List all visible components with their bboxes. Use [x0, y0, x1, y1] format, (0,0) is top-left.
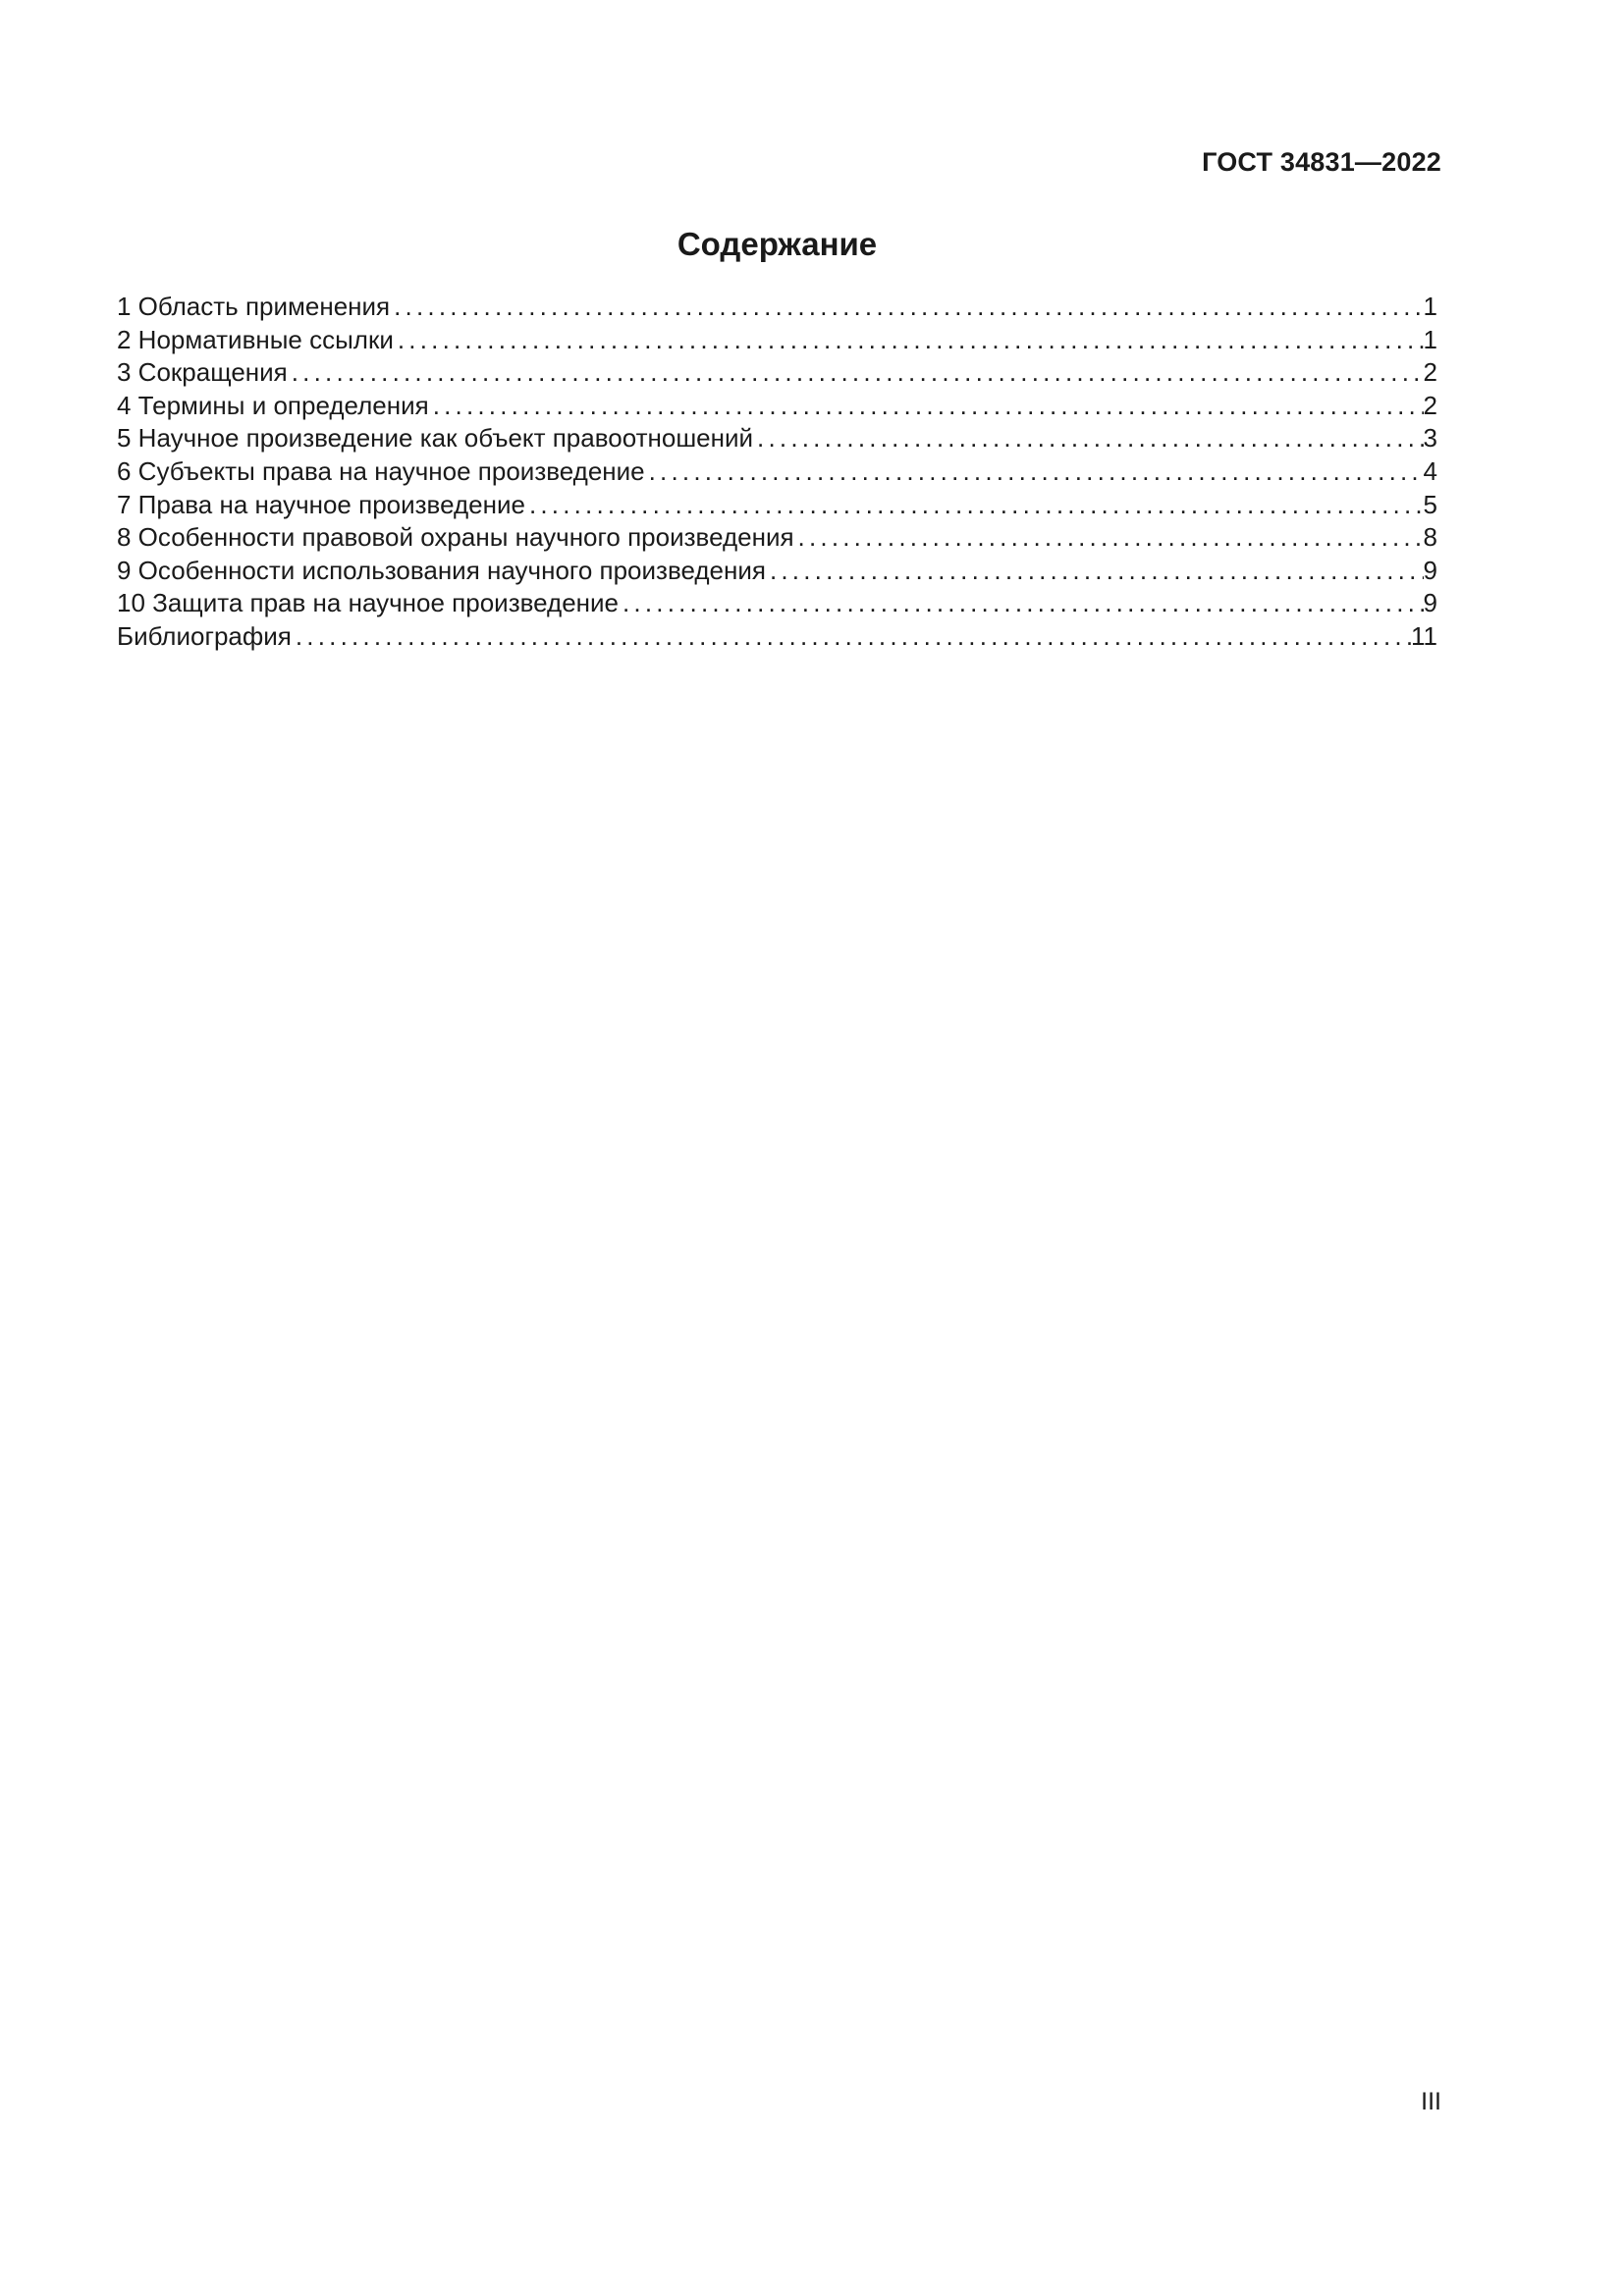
- toc-entry-title: 8 Особенности правовой охраны научного произведения: [117, 522, 794, 553]
- toc-entry-title: 2 Нормативные ссылки: [117, 324, 394, 354]
- toc-entry-page: 2: [1423, 357, 1437, 388]
- toc-entry[interactable]: [117, 422, 1437, 455]
- toc-dot-leader: [645, 455, 1424, 489]
- toc-title: Содержание: [677, 226, 878, 262]
- toc-entry-page: 9: [1423, 555, 1437, 585]
- toc-dot-leader: [525, 489, 1424, 522]
- toc-entry-page: 11: [1411, 620, 1437, 651]
- document-standard-id: ГОСТ 34831—2022: [1202, 147, 1441, 177]
- table-of-contents: [117, 291, 1437, 654]
- toc-dot-leader: [288, 356, 1424, 390]
- toc-entry-page: 1: [1423, 324, 1437, 354]
- toc-entry-page: 1: [1423, 292, 1437, 321]
- toc-entry-title: 9 Особенности использования научного произведения: [117, 555, 766, 585]
- toc-dot-leader: [394, 324, 1424, 357]
- toc-dot-leader: [766, 555, 1424, 588]
- toc-entry-title: 1 Область применения: [117, 292, 391, 321]
- toc-dot-leader: [390, 291, 1423, 324]
- toc-entry-title: 4 Термины и определения: [117, 390, 429, 420]
- toc-entry-page: 8: [1423, 522, 1437, 553]
- toc-entry-page: 5: [1423, 489, 1437, 519]
- page-number: III: [1421, 2088, 1441, 2115]
- toc-dot-leader: [619, 587, 1424, 620]
- toc-entry-title: 7 Права на научное произведение: [117, 489, 525, 519]
- toc-entry-page: 3: [1423, 423, 1437, 454]
- toc-entry[interactable]: [117, 324, 1437, 357]
- toc-entry[interactable]: [117, 455, 1437, 489]
- toc-entry[interactable]: [117, 555, 1437, 588]
- toc-entry-title: 5 Научное произведение как объект правоотношений: [117, 423, 754, 454]
- toc-entry[interactable]: [117, 489, 1437, 522]
- toc-dot-leader: [429, 390, 1424, 423]
- toc-entry-page: 9: [1423, 588, 1437, 618]
- toc-entry-page: 4: [1423, 455, 1437, 486]
- toc-dot-leader: [292, 620, 1411, 654]
- toc-entry-title: 6 Субъекты права на научное произведение: [117, 455, 645, 486]
- toc-entry[interactable]: [117, 291, 1437, 324]
- toc-entry-page: 2: [1423, 390, 1437, 420]
- toc-entry-title: 3 Сокращения: [117, 357, 288, 388]
- toc-entry[interactable]: [117, 587, 1437, 620]
- toc-entry[interactable]: [117, 390, 1437, 423]
- toc-dot-leader: [753, 422, 1423, 455]
- toc-entry-title: Библиография: [117, 620, 292, 651]
- toc-entry[interactable]: [117, 521, 1437, 555]
- toc-entry[interactable]: [117, 620, 1437, 654]
- toc-entry[interactable]: [117, 356, 1437, 390]
- toc-dot-leader: [794, 521, 1424, 555]
- toc-entry-title: 10 Защита прав на научное произведение: [117, 588, 619, 618]
